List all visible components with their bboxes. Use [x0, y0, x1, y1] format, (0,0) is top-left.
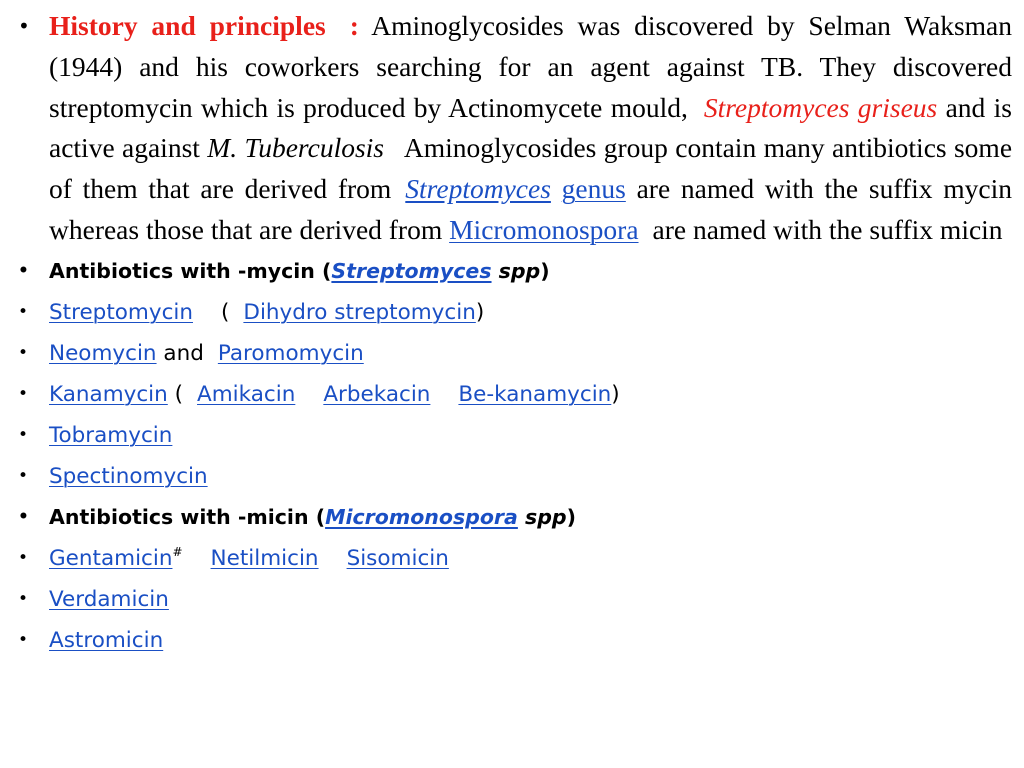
list-item-streptomycin: • Streptomycin ( Dihydro streptomycin)	[18, 292, 1012, 333]
bullet: •	[18, 342, 29, 363]
arbekacin-link[interactable]: Arbekacin	[323, 381, 431, 407]
bullet: •	[18, 465, 29, 486]
micromonospora-link[interactable]: Micromonospora	[449, 213, 639, 245]
streptomyces-link[interactable]: Streptomyces	[405, 173, 551, 205]
bullet: •	[18, 260, 29, 281]
species-name: Streptomyces griseus	[703, 91, 938, 123]
list-item-gentamicin	[18, 538, 1012, 579]
list-item-tobramycin	[18, 415, 1012, 456]
bullet: •	[18, 301, 29, 322]
bullet: •	[18, 506, 29, 527]
footnote-mark: #	[172, 544, 183, 559]
netilmicin-link[interactable]: Netilmicin	[210, 545, 319, 571]
intro-text-5: are named with the suffix micin	[652, 213, 1003, 245]
verdamicin-link[interactable]: Verdamicin	[49, 586, 169, 612]
micin-group-heading: • Antibiotics with -micin (Micromonospora spp)	[18, 497, 1012, 538]
organism-name: M. Tuberculosis	[207, 132, 385, 164]
bullet: •	[18, 14, 30, 38]
micromonospora-genus-link[interactable]: Micromonospora	[325, 504, 518, 529]
neomycin-link[interactable]: Neomycin	[49, 340, 157, 366]
kanamycin-link[interactable]: Kanamycin	[49, 381, 168, 407]
bullet: •	[18, 383, 29, 404]
antibiotic-list	[18, 251, 1012, 661]
mycin-group-heading: • Antibiotics with -mycin (Streptomyces spp)	[18, 251, 1012, 292]
spectinomycin-link[interactable]: Spectinomycin	[49, 463, 208, 489]
section-heading: History and principles	[49, 10, 326, 41]
intro-text-2: and is active against	[49, 91, 1012, 164]
intro-text-1: Aminoglycosides was discovered by Selman Waksman (1944) and his coworkers searching for an agent against TB. They discovered streptomycin which is produced by Actinomycete mould,	[49, 10, 1013, 123]
list-item-verdamicin	[18, 579, 1012, 620]
list-item-astromicin	[18, 620, 1012, 661]
genus-link[interactable]: genus	[561, 173, 626, 205]
bullet: •	[18, 588, 29, 609]
bullet: •	[18, 547, 29, 568]
gentamicin-link[interactable]: Gentamicin	[49, 545, 173, 571]
be-kanamycin-link[interactable]: Be-kanamycin	[458, 381, 612, 407]
paromomycin-link[interactable]: Paromomycin	[217, 340, 364, 366]
streptomyces-genus-link[interactable]: Streptomyces	[331, 258, 492, 283]
astromicin-link[interactable]: Astromicin	[49, 627, 164, 653]
tobramycin-link[interactable]: Tobramycin	[49, 422, 173, 448]
bullet: •	[18, 629, 29, 650]
dihydro-streptomycin-link[interactable]: Dihydro streptomycin	[243, 299, 476, 325]
sisomicin-link[interactable]: Sisomicin	[346, 545, 449, 571]
list-item-spectinomycin	[18, 456, 1012, 497]
bullet: •	[18, 424, 29, 445]
amikacin-link[interactable]: Amikacin	[197, 381, 296, 407]
intro-paragraph	[18, 6, 1012, 251]
streptomycin-link[interactable]: Streptomycin	[49, 299, 193, 325]
heading-colon: :	[349, 10, 359, 41]
intro-text-3: Aminoglycosides group contain many antibiotics some of them that are derived from	[49, 132, 1013, 205]
list-item-neomycin: • Neomycin and Paromomycin	[18, 333, 1012, 374]
list-item-kanamycin: • Kanamycin ( Amikacin Arbekacin Be-kanamycin)	[18, 374, 1012, 415]
intro-text-4: are named with the suffix mycin whereas those that are derived from	[49, 173, 1013, 245]
